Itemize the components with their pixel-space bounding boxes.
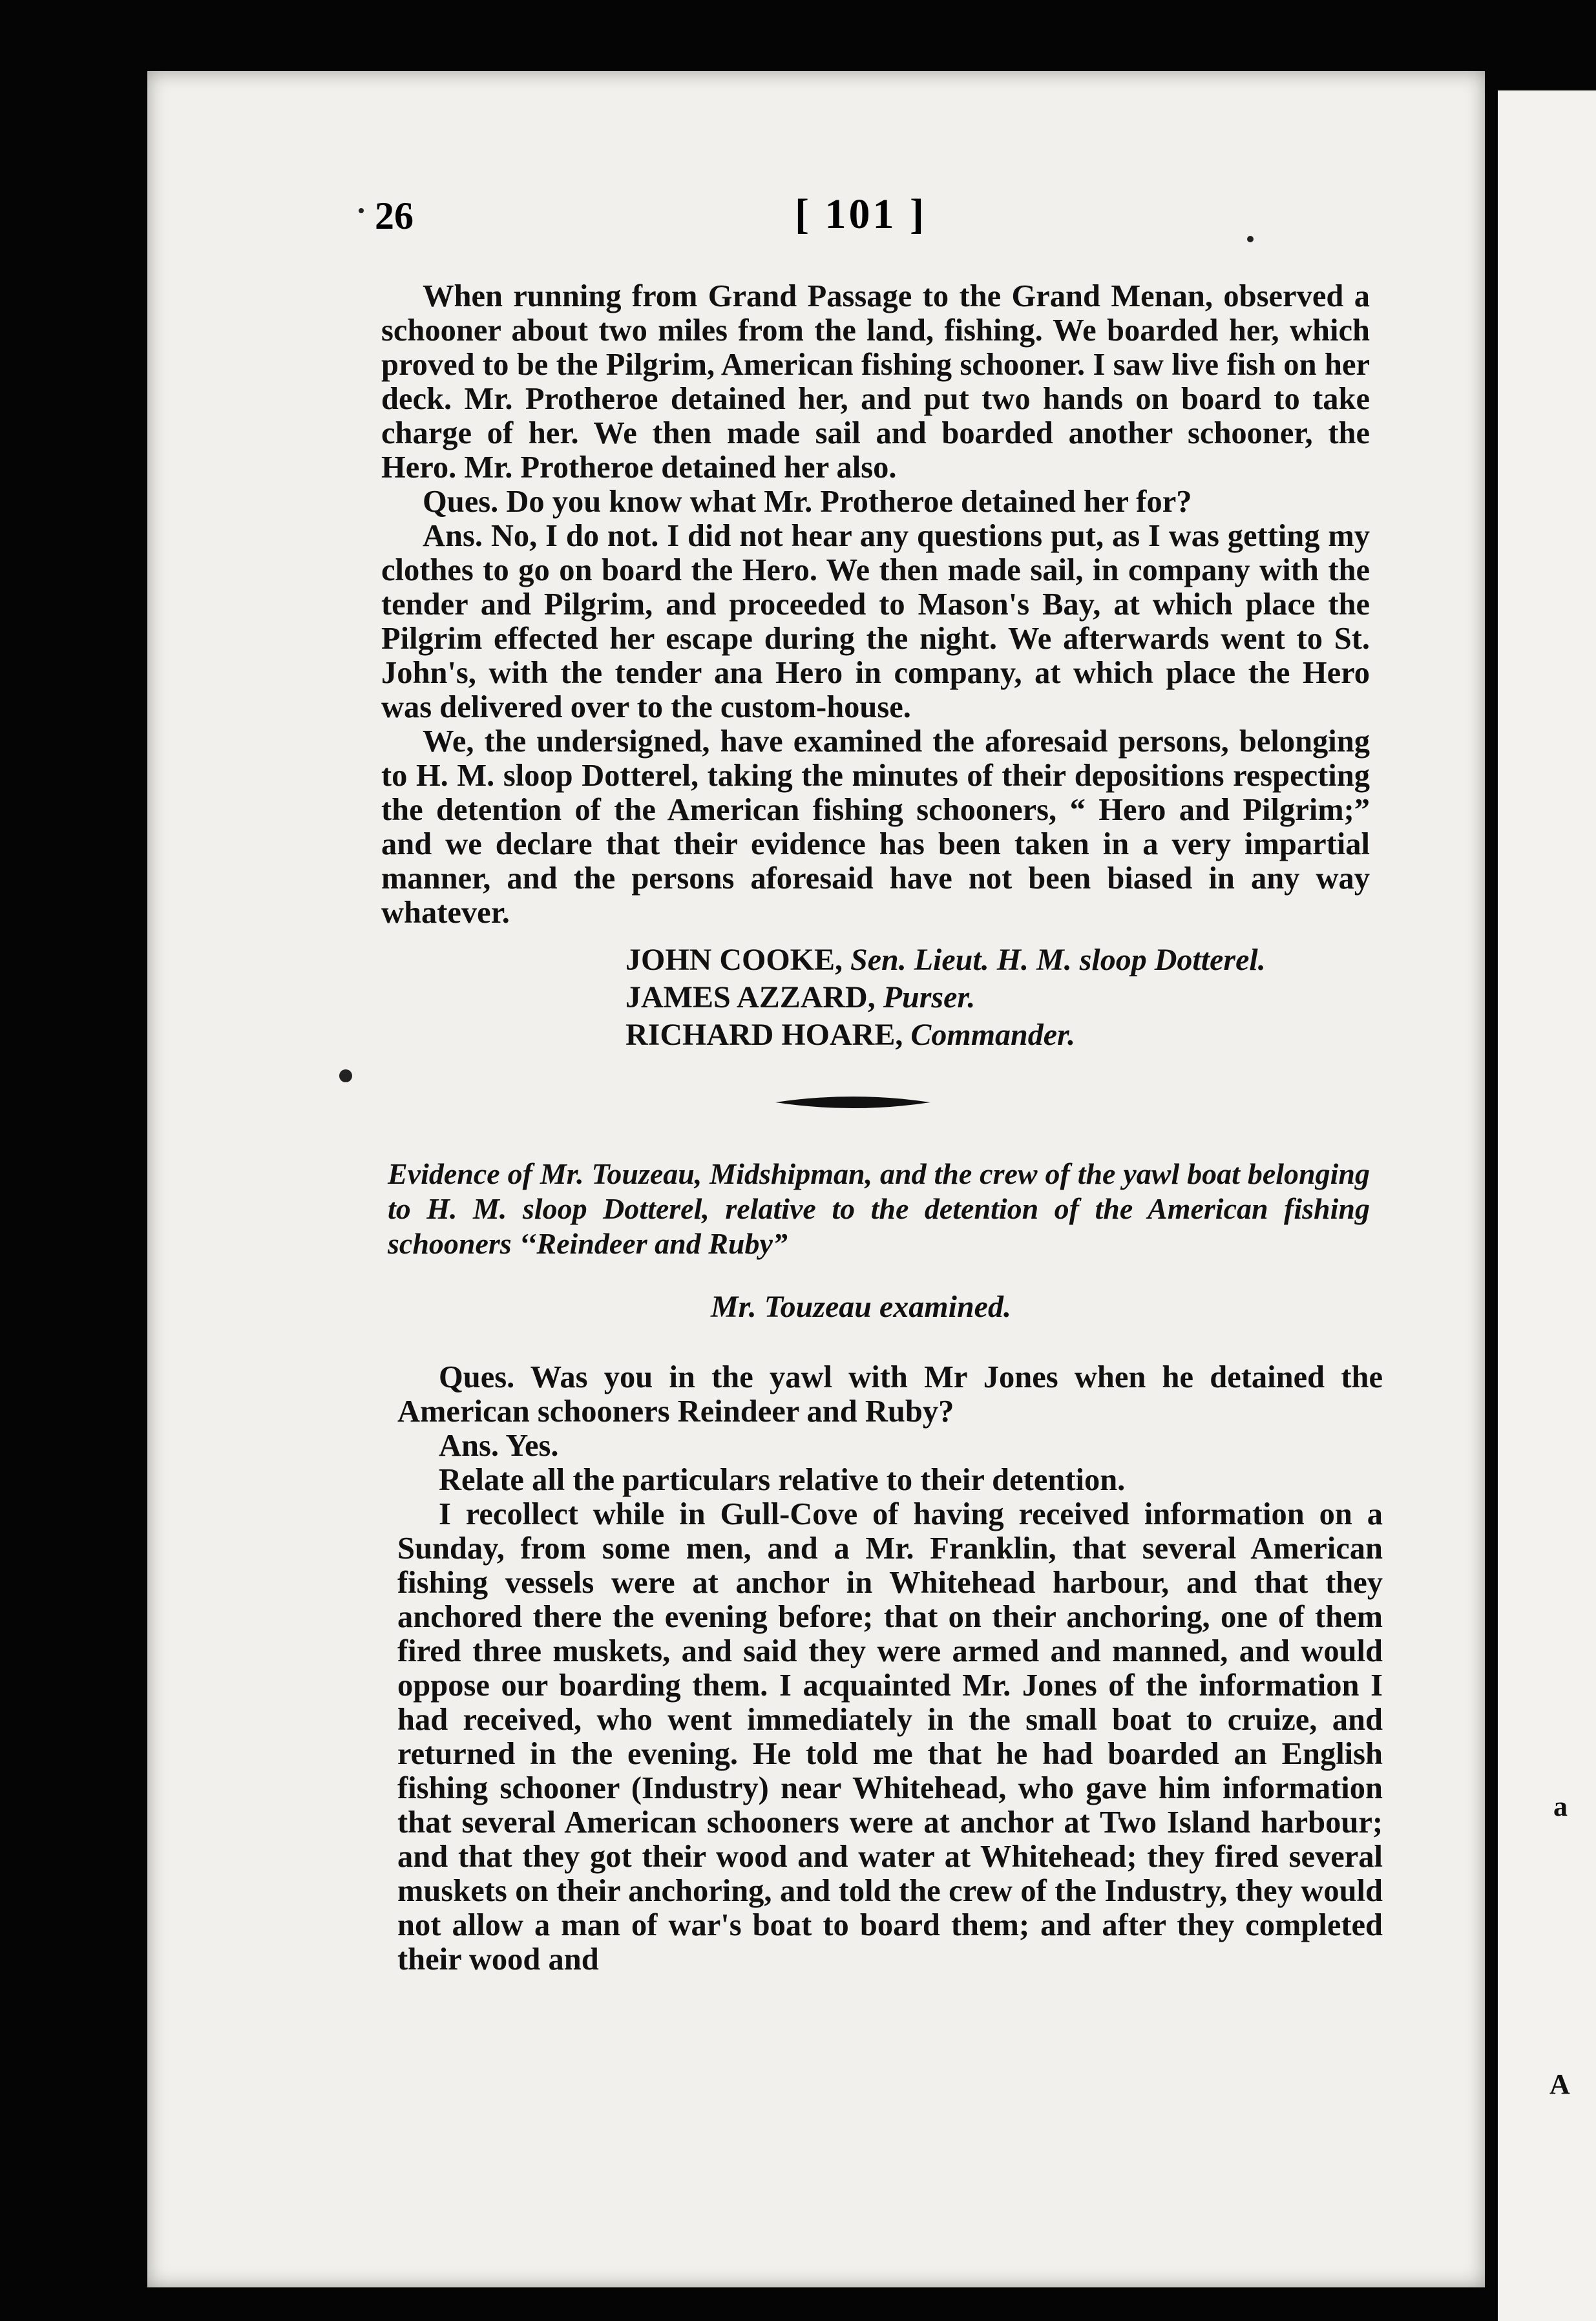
section-heading: Evidence of Mr. Touzeau, Midshipman, and the crew of the yawl boat belonging to H. M. sloop Dotterel, relative to the detention of the American fishing schooners ‘‘Reindeer and Ruby” [388, 1157, 1370, 1260]
signature-line [625, 980, 975, 1015]
paragraph: Relate all the particulars relative to their detention. [439, 1463, 1126, 1497]
signatory-name: JAMES AZZARD, [625, 980, 876, 1014]
paragraph: We, the undersigned, have examined the aforesaid persons, belonging to H. M. sloop Dotterel, taking the minutes of their depositions respecting the detention of the American fishing schooners, “ Hero and Pilgrim;” and we declare that their evidence has been taken in a very impartial manner, and the persons aforesaid have not been biased in any way whatever. [381, 724, 1370, 930]
paragraph: When running from Grand Passage to the Grand Menan, observed a schooner about two miles from the land, fishing. We boarded her, which proved to be the Pilgrim, American fishing schooner. I saw live fish on her deck. Mr. Protheroe detained her, and put two hands on board to take charge of her. We then made sail and boarded another schooner, the Hero. Mr. Protheroe detained her also. [381, 279, 1370, 485]
paragraph: Ques. Do you know what Mr. Protheroe detained her for? [423, 485, 1192, 519]
ink-speck [339, 1069, 352, 1082]
testimony-block [381, 279, 1370, 930]
signatory-name: RICHARD HOARE, [625, 1018, 903, 1052]
ink-speck [1247, 236, 1254, 242]
paragraph: Ques. Was you in the yawl with Mr Jones when he detained the American schooners Reindeer and Ruby? [397, 1360, 1383, 1429]
signatory-title: Commander. [910, 1018, 1076, 1052]
signature-line [625, 1017, 1075, 1053]
signatory-title: Purser. [883, 980, 976, 1014]
signatory-title: Sen. Lieut. H. M. sloop Dotterel. [850, 943, 1266, 977]
edge-letter-A: A [1549, 2068, 1570, 2100]
paragraph: Ans. No, I do not. I did not hear any questions put, as I was getting my clothes to go on board the Hero. We then made sail, in company with the tender and Pilgrim, and proceeded to Mason's Bay, at which place the Pilgrim effected her escape during the night. We afterwards went to St. John's, with the tender ana Hero in company, at which place the Hero was delivered over to the custom-house. [381, 519, 1370, 724]
running-head: [ 101 ] [795, 191, 927, 238]
adjacent-page-edge [1498, 90, 1596, 2321]
page-number: 26 [375, 194, 414, 237]
page-header [375, 191, 956, 246]
signature-line [625, 942, 1266, 978]
paragraph: I recollect while in Gull-Cove of having received information on a Sunday, from some men, and a Mr. Franklin, that several American fishing vessels were at anchor in Whitehead harbour, and that they anchored there the evening before; that on their anchoring, one of them fired three muskets, and said they were armed and manned, and would oppose our boarding them. I acquainted Mr. Jones of the information I had received, who went immediately in the small boat to cruize, and returned in the evening. He told me that he had boarded an English fishing schooner (Industry) near Whitehead, who gave him information that several American schooners were at anchor at Two Island harbour; and that they got their wood and water at Whitehead; they fired several muskets on their anchoring, and told the crew of the Industry, they would not allow a man of war's boat to board them; and after they completed their wood and [397, 1497, 1383, 1977]
subheading: Mr. Touzeau examined. [711, 1290, 1011, 1324]
signatory-name: JOHN COOKE, [625, 943, 843, 977]
section-divider [775, 1093, 930, 1111]
edge-letter-a: a [1553, 1791, 1568, 1822]
examination-block [397, 1360, 1383, 1977]
paragraph: Ans. Yes. [439, 1429, 559, 1463]
ink-speck [359, 208, 364, 213]
